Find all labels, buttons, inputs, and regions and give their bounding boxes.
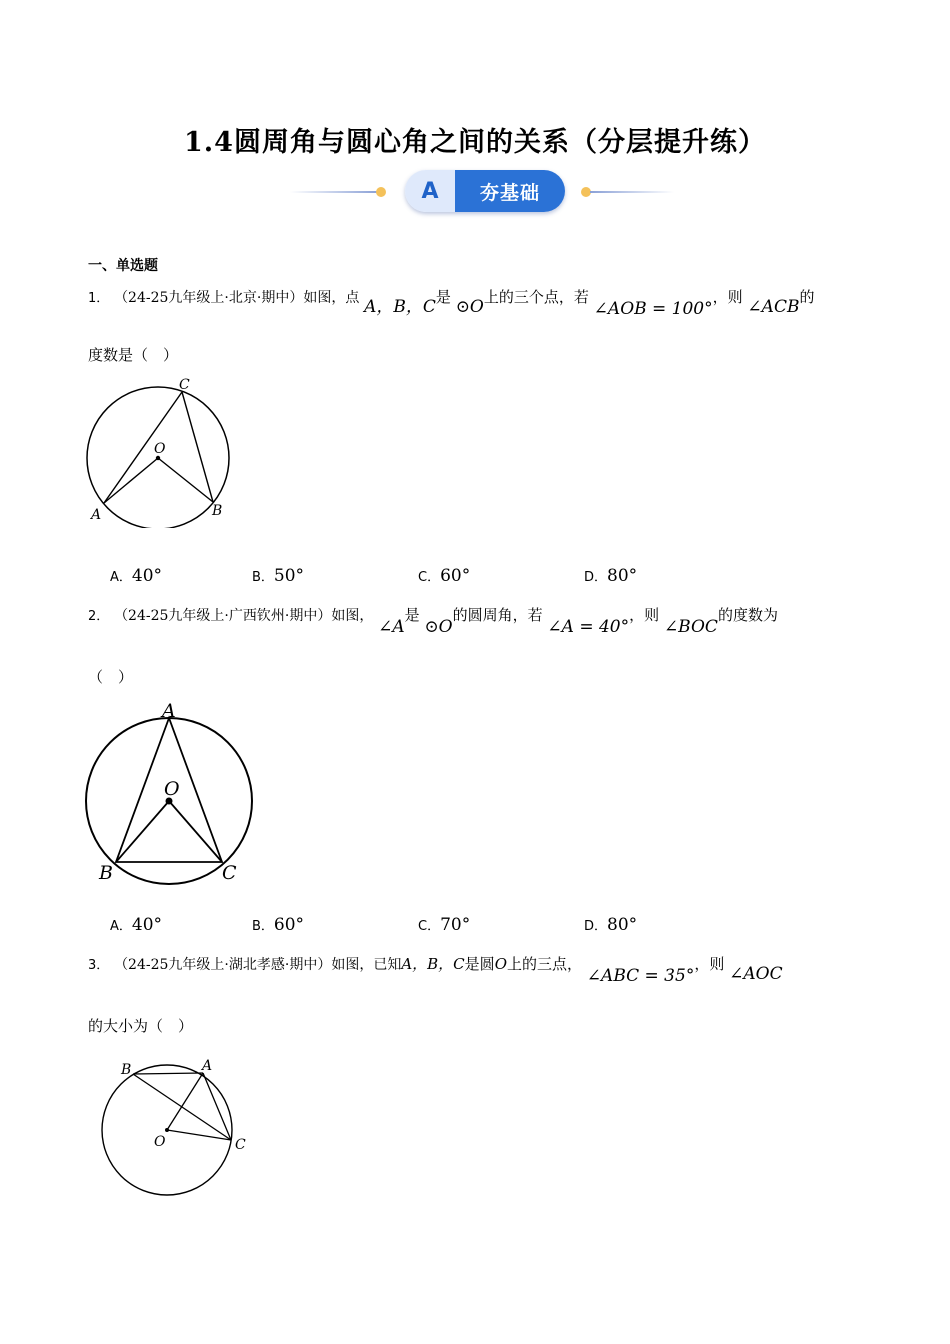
option-letter: D． <box>584 919 608 934</box>
segment-oc <box>167 1130 231 1140</box>
option-letter: A． <box>110 570 132 585</box>
label-o: O <box>154 1134 166 1150</box>
q2-option-d[interactable] <box>584 915 637 935</box>
math-condition: ∠AOB = 100° <box>593 299 713 319</box>
level-badge-text: 夯基础 <box>455 170 565 212</box>
q1-option-c[interactable] <box>418 566 470 586</box>
label-o: O <box>164 778 180 800</box>
label-b: B <box>212 503 223 519</box>
question-source: （24-25九年级上·广西钦州·期中）如图， <box>114 608 374 624</box>
question-1-figure <box>80 372 240 528</box>
page-title: 1.4圆周角与圆心角之间的关系（分层提升练） <box>184 127 766 158</box>
question-2-figure <box>80 696 260 886</box>
banner-dot-left <box>376 187 386 197</box>
question-source: （24-25九年级上·湖北孝感·期中）如图，已知 <box>114 957 402 973</box>
math-ask: ∠ACB <box>747 297 800 317</box>
segment-oc <box>169 801 222 862</box>
option-value: 80° <box>607 915 638 935</box>
text: ，则 <box>629 606 660 624</box>
label-c: C <box>222 862 237 884</box>
question-1-line1 <box>88 282 815 319</box>
math-condition: ∠A = 40° <box>547 617 630 637</box>
math-ask: ∠BOC <box>663 617 718 637</box>
option-value: 70° <box>440 915 471 935</box>
label-b: B <box>121 1062 132 1078</box>
option-value: 40° <box>131 566 163 586</box>
banner-line-left <box>290 191 378 193</box>
text: 的 <box>799 288 815 306</box>
level-banner <box>290 170 670 212</box>
math-angle: ∠A <box>378 617 405 637</box>
question-number: 3． <box>88 958 110 973</box>
text: ，则 <box>712 288 743 306</box>
label-o: O <box>154 441 166 457</box>
option-letter: C． <box>418 570 441 585</box>
question-number: 1． <box>88 291 110 306</box>
segment-ba <box>133 1073 203 1074</box>
label-b: B <box>99 862 113 884</box>
text: 是圆 <box>464 955 495 973</box>
option-value: 60° <box>273 915 305 935</box>
center-dot <box>165 1128 169 1132</box>
math-points: A，B，C <box>401 955 465 973</box>
math-circle: ⊙O <box>424 617 453 637</box>
question-3-line1 <box>88 953 783 986</box>
segment-ob <box>158 458 213 502</box>
q1-option-a[interactable] <box>110 566 162 586</box>
text: 的度数为 <box>717 606 778 624</box>
question-3-line2: 的大小为（ ） <box>88 1017 194 1035</box>
math-circle: O <box>494 955 507 973</box>
option-letter: D． <box>584 570 608 585</box>
section-heading: 一、单选题 <box>88 258 158 274</box>
option-value: 80° <box>607 566 638 586</box>
level-badge <box>405 170 565 212</box>
question-2-line2: （ ） <box>88 668 134 686</box>
segment-bo <box>116 801 169 862</box>
option-value: 50° <box>273 566 305 586</box>
text: ，则 <box>694 955 725 973</box>
option-letter: B． <box>252 919 274 934</box>
question-source: （24-25九年级上·北京·期中）如图，点 <box>114 290 360 306</box>
segment-ac <box>104 392 182 503</box>
text: 的圆周角，若 <box>452 606 543 624</box>
math-condition: ∠ABC = 35° <box>586 966 695 986</box>
label-a: A <box>202 1058 213 1074</box>
question-1-line2: 度数是（ ） <box>88 346 179 364</box>
label-c: C <box>179 377 190 393</box>
question-2-line1 <box>88 604 778 637</box>
option-value: 40° <box>131 915 163 935</box>
option-value: 60° <box>440 566 471 586</box>
text: 上的三个点，若 <box>483 288 589 306</box>
option-letter: B． <box>252 570 274 585</box>
label-a: A <box>162 700 176 722</box>
banner-line-right <box>590 191 674 193</box>
question-number: 2． <box>88 609 110 624</box>
question-3-figure <box>96 1056 266 1198</box>
math-points: A，B，C <box>364 297 436 317</box>
option-letter: A． <box>110 919 132 934</box>
math-circle: ⊙O <box>455 297 484 317</box>
math-ask: ∠AOC <box>729 964 783 984</box>
q2-option-c[interactable] <box>418 915 470 935</box>
q1-option-b[interactable] <box>252 566 304 586</box>
label-a: A <box>91 507 102 523</box>
text: 是 <box>435 288 451 306</box>
q1-option-d[interactable] <box>584 566 637 586</box>
segment-oa <box>167 1073 203 1130</box>
text: 是 <box>404 606 420 624</box>
label-c: C <box>235 1137 246 1153</box>
level-badge-letter: A <box>405 170 455 212</box>
text: 上的三点， <box>507 955 583 973</box>
q2-option-b[interactable] <box>252 915 304 935</box>
q2-option-a[interactable] <box>110 915 162 935</box>
option-letter: C． <box>418 919 441 934</box>
